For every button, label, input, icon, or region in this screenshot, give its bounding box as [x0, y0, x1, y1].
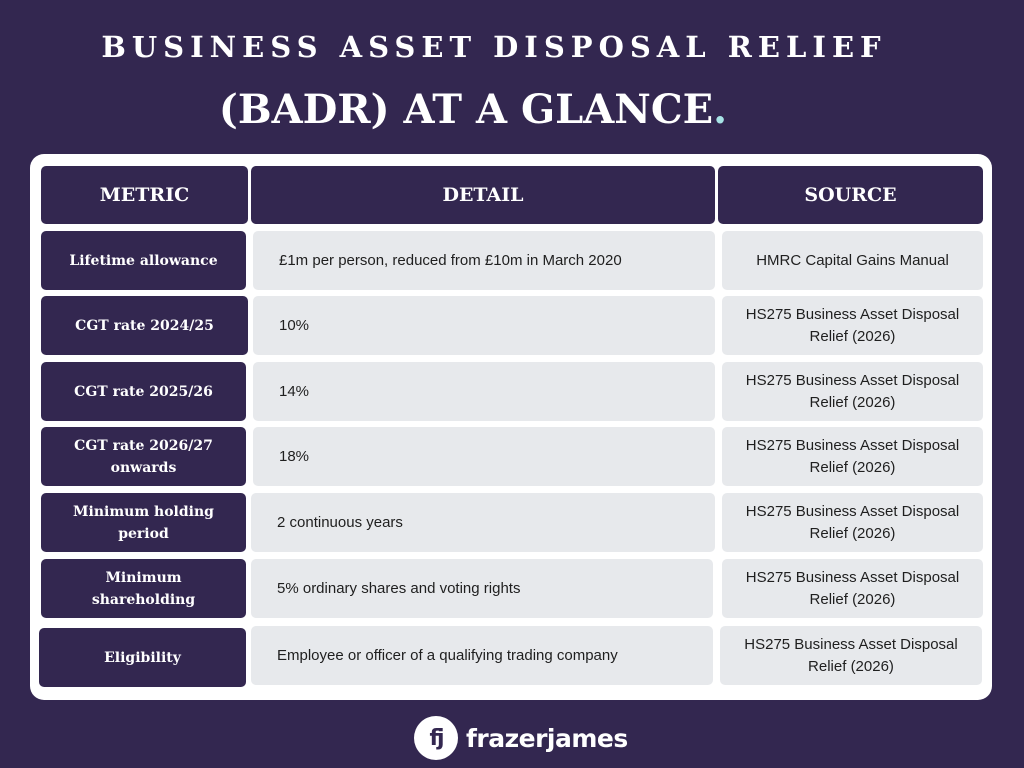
row-metric-cgt-2025-26: CGT rate 2025/26: [41, 362, 246, 421]
title-accent-dot: .: [713, 86, 728, 133]
row-detail-cgt-2024-25: 10%: [253, 296, 715, 355]
row-detail-shareholding: 5% ordinary shares and voting rights: [251, 559, 713, 618]
row-metric-cgt-2024-25: CGT rate 2024/25: [41, 296, 248, 355]
row-source-eligibility: HS275 Business Asset Disposal Relief (2026): [720, 626, 982, 685]
row-source-shareholding: HS275 Business Asset Disposal Relief (2026): [722, 559, 983, 618]
row-metric-lifetime-allowance: Lifetime allowance: [41, 231, 246, 290]
row-detail-cgt-2026-27: 18%: [253, 427, 715, 486]
row-source-cgt-2024-25: HS275 Business Asset Disposal Relief (2026): [722, 296, 983, 355]
row-source-cgt-2025-26: HS275 Business Asset Disposal Relief (2026): [722, 362, 983, 421]
row-metric-shareholding: Minimum shareholding: [41, 559, 246, 618]
row-detail-lifetime-allowance: £1m per person, reduced from £10m in March 2020: [253, 231, 715, 290]
row-detail-cgt-2025-26: 14%: [253, 362, 715, 421]
brand-name: frazerjames: [466, 723, 628, 753]
row-source-lifetime-allowance: HMRC Capital Gains Manual: [722, 231, 983, 290]
brand-logo-mark: fj: [429, 725, 443, 751]
row-metric-holding-period: Minimum holding period: [41, 493, 246, 552]
row-source-cgt-2026-27: HS275 Business Asset Disposal Relief (2026): [722, 427, 983, 486]
column-header-metric: METRIC: [41, 166, 248, 224]
row-metric-eligibility: Eligibility: [39, 628, 246, 687]
row-source-holding-period: HS275 Business Asset Disposal Relief (2026): [722, 493, 983, 552]
page-title-text: (BADR) AT A GLANCE: [218, 86, 714, 133]
table-card: [30, 154, 992, 700]
page-title-line2: [0, 86, 946, 133]
column-header-detail: DETAIL: [251, 166, 715, 224]
row-metric-cgt-2026-27: CGT rate 2026/27 onwards: [41, 427, 246, 486]
brand-footer: [414, 714, 628, 762]
page-title-line1: BUSINESS ASSET DISPOSAL RELIEF: [101, 30, 887, 64]
brand-logo-icon: [414, 716, 458, 760]
row-detail-holding-period: 2 continuous years: [251, 493, 715, 552]
column-header-source: SOURCE: [718, 166, 983, 224]
row-detail-eligibility: Employee or officer of a qualifying trading company: [251, 626, 713, 685]
